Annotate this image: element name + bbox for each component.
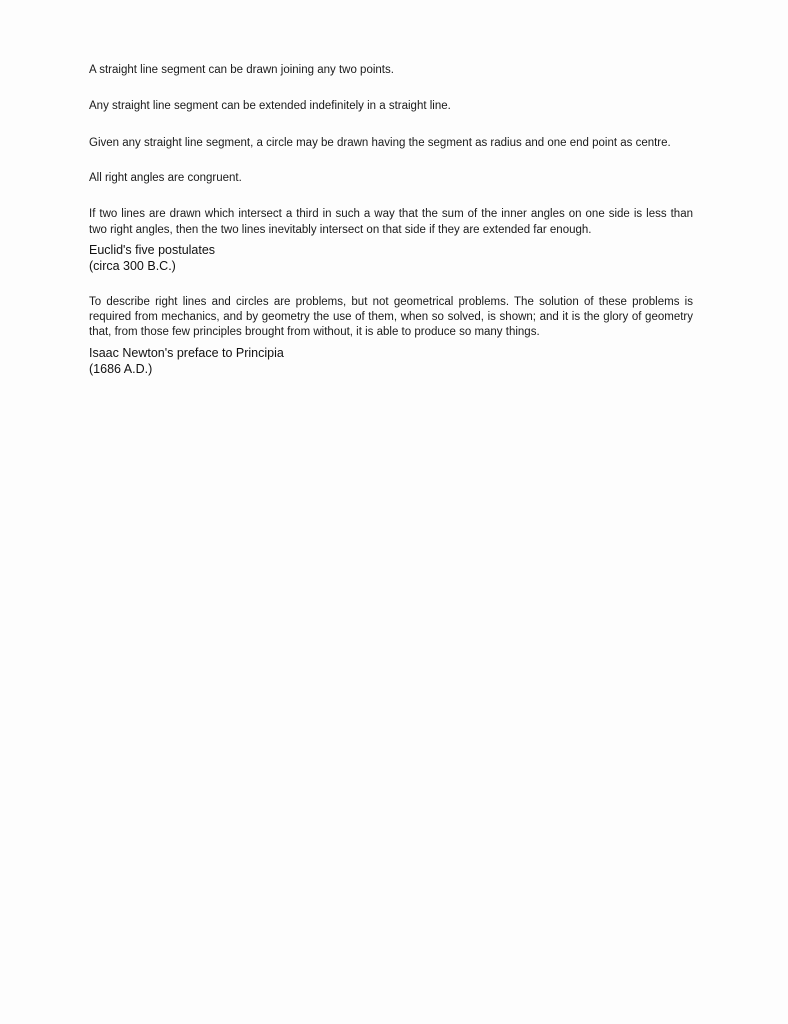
epigraph-page [89,62,693,377]
newton-attribution-date: (1686 A.D.) [89,362,153,376]
euclid-attribution-title: Euclid's five postulates [89,243,216,257]
newton-attribution [89,345,693,377]
postulate-4: All right angles are congruent. [89,172,242,184]
euclid-attribution [89,242,693,274]
postulate-2: Any straight line segment can be extended indefinitely in a straight line. [89,100,451,112]
postulate-5: If two lines are drawn which intersect a third in such a way that the sum of the inner angles on one side is less than two right angles, then the two lines inevitably intersect on that side if they are extended far enough. [89,208,693,236]
newton-quote: To describe right lines and circles are problems, but not geometrical problems. The solution of these problems is required from mechanics, and by geometry the use of them, when so solved, is shown; and it is the glory of geometry that, from those few principles brought from without, it is able to produce so many things. [89,296,693,338]
postulate-1: A straight line segment can be drawn joining any two points. [89,64,394,76]
postulate-3: Given any straight line segment, a circle may be drawn having the segment as radius and one end point as centre. [89,137,671,149]
euclid-attribution-date: (circa 300 B.C.) [89,259,176,273]
newton-attribution-title: Isaac Newton's preface to Principia [89,346,284,360]
